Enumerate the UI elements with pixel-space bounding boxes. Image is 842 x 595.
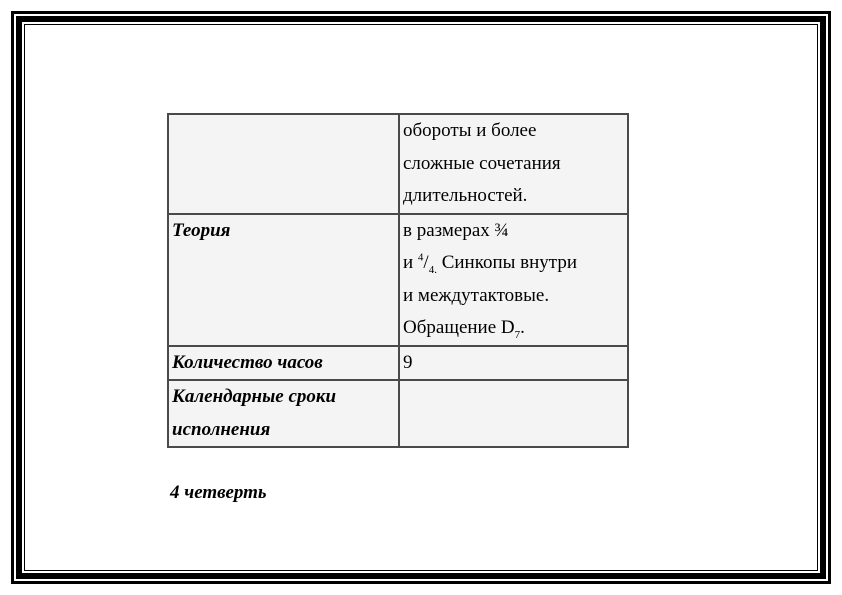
cell-line: сложные сочетания [403,152,561,174]
hours-value-cell [399,346,628,381]
schedule-label-cell [168,380,399,447]
rhythm-description-cell [399,114,628,214]
quarter-heading: 4 четверть [170,482,267,503]
theory-label: Теория [172,219,231,241]
program-table [167,113,629,448]
cell-line: длительностей. [403,185,528,206]
row-label-empty [168,114,399,214]
meter-line: и $^4/_{4.}$ Синкопы внутри [403,251,578,276]
inversion-subscript: 7 [514,328,521,341]
table-row [168,114,628,214]
inversion-text: Обращение D [403,317,515,338]
cell-line: в размерах ¾ [403,219,509,241]
inversion-line [403,312,627,345]
table-row [168,380,628,447]
schedule-label-line: Календарные сроки [172,386,337,407]
hours-value: 9 [403,351,413,373]
meter-numerator: 4 [417,251,424,264]
schedule-value-cell [399,380,628,447]
table-row [168,214,628,346]
cell-line: и междутактовые. [403,284,550,306]
theory-label-cell [168,214,399,346]
meter-denominator: 4. [428,263,437,276]
hours-label-cell [168,346,399,381]
meter-prefix: и [403,252,418,273]
table-row [168,346,628,381]
cell-line: обороты и более [403,120,537,141]
theory-value-cell [399,214,628,346]
inversion-end: . [520,317,525,338]
hours-label: Количество часов [172,351,323,373]
syncopes-text: Синкопы внутри [436,252,578,273]
schedule-label-line: исполнения [172,418,271,440]
